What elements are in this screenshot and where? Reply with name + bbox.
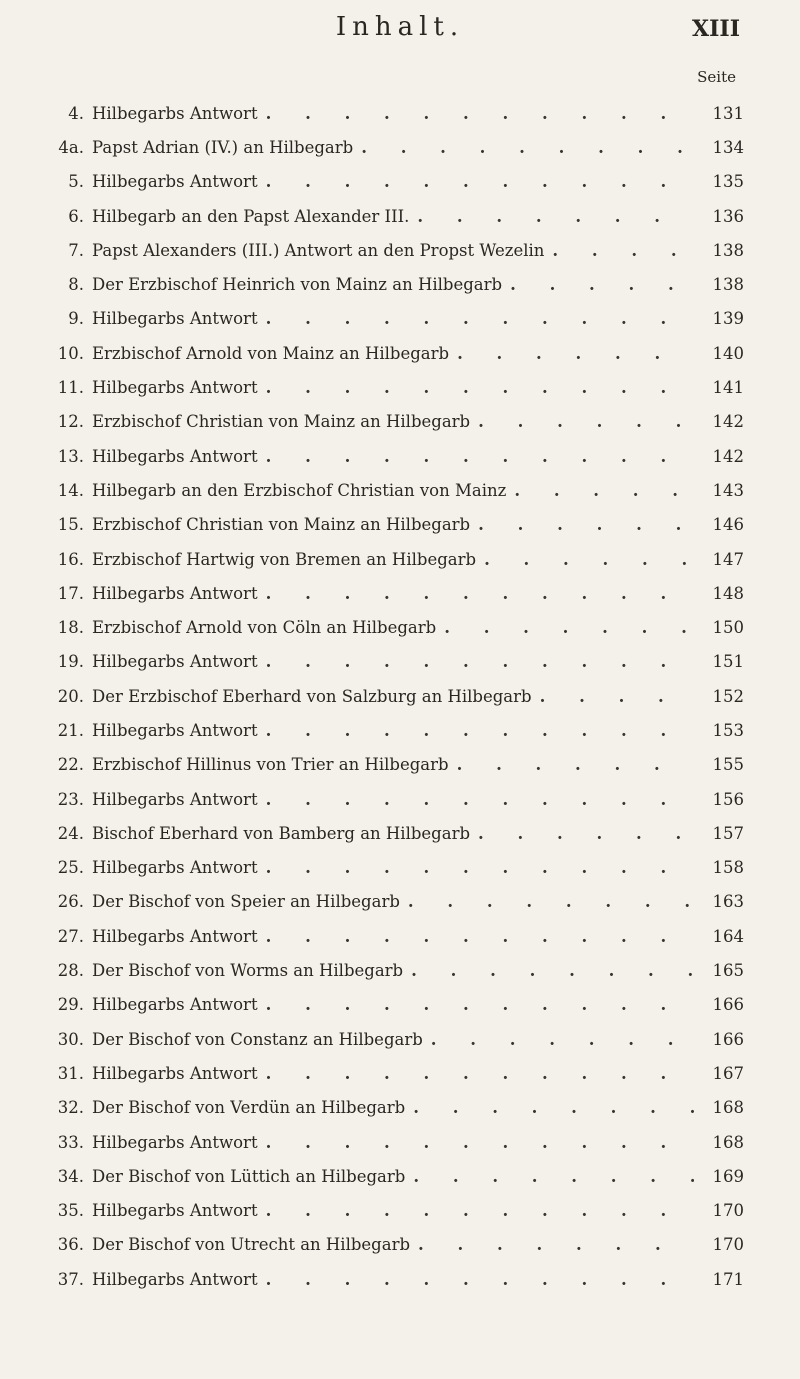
entry-title: Erzbischof Christian von Mainz an Hilbegarb <box>92 412 471 432</box>
dot-leader <box>484 550 694 569</box>
entry-page-number: 148 <box>712 583 744 603</box>
toc-entry <box>44 405 744 439</box>
dot-leader <box>266 1133 694 1152</box>
entry-page-number: 155 <box>712 755 744 775</box>
dot-leader <box>514 481 694 500</box>
entry-title: Papst Alexanders (III.) Antwort an den Propst Wezelin <box>92 240 545 260</box>
table-of-contents <box>44 96 744 1296</box>
entry-title: Hilbegarbs Antwort <box>92 172 258 192</box>
toc-entry <box>44 508 744 542</box>
dot-leader <box>431 1030 694 1049</box>
entry-number: 35. <box>57 1201 84 1221</box>
entry-page-number: 166 <box>712 995 744 1015</box>
page-folio: XIII <box>692 16 740 42</box>
dot-leader <box>266 1201 694 1220</box>
entry-page-number: 135 <box>712 172 744 192</box>
dot-leader <box>444 618 694 637</box>
entry-title: Erzbischof Hillinus von Trier an Hilbegarb <box>92 755 449 775</box>
entry-title: Hilbegarbs Antwort <box>92 789 258 809</box>
entry-page-number: 156 <box>712 789 744 809</box>
entry-title: Der Bischof von Verdün an Hilbegarb <box>92 1098 406 1118</box>
toc-entry <box>44 610 744 644</box>
entry-number: 16. <box>57 549 84 569</box>
entry-number: 21. <box>57 720 84 740</box>
dot-leader <box>266 721 694 740</box>
toc-entry <box>44 542 744 576</box>
entry-page-number: 142 <box>712 412 744 432</box>
entry-page-number: 142 <box>712 446 744 466</box>
entry-number: 15. <box>57 515 84 535</box>
dot-leader <box>478 824 694 843</box>
entry-page-number: 171 <box>712 1269 744 1289</box>
entry-title: Hilbegarbs Antwort <box>92 1063 258 1083</box>
entry-number: 5. <box>68 172 84 192</box>
entry-number: 34. <box>57 1166 84 1186</box>
toc-entry <box>44 748 744 782</box>
entry-title: Erzbischof Arnold von Mainz an Hilbegarb <box>92 343 450 363</box>
dot-leader <box>413 1098 694 1117</box>
dot-leader <box>266 652 694 671</box>
entry-number: 4. <box>68 103 84 123</box>
dot-leader <box>411 961 694 980</box>
toc-entry <box>44 96 744 130</box>
entry-title: Hilbegarb an den Erzbischof Christian von Mainz <box>92 480 507 500</box>
entry-number: 24. <box>57 823 84 843</box>
entry-page-number: 170 <box>712 1235 744 1255</box>
entry-number: 29. <box>57 995 84 1015</box>
entry-title: Hilbegarb an den Papst Alexander III. <box>92 206 410 226</box>
entry-number: 36. <box>57 1235 84 1255</box>
entry-title: Der Bischof von Worms an Hilbegarb <box>92 961 404 981</box>
entry-title: Hilbegarbs Antwort <box>92 583 258 603</box>
entry-page-number: 158 <box>712 858 744 878</box>
toc-entry <box>44 885 744 919</box>
entry-number: 14. <box>57 480 84 500</box>
toc-entry <box>44 816 744 850</box>
entry-number: 18. <box>57 618 84 638</box>
toc-entry <box>44 851 744 885</box>
toc-entry <box>44 1194 744 1228</box>
entry-page-number: 163 <box>712 892 744 912</box>
dot-leader <box>510 275 694 294</box>
entry-page-number: 140 <box>712 343 744 363</box>
toc-entry <box>44 336 744 370</box>
entry-page-number: 169 <box>712 1166 744 1186</box>
entry-number: 28. <box>57 961 84 981</box>
entry-number: 37. <box>57 1269 84 1289</box>
toc-entry <box>44 439 744 473</box>
toc-entry <box>44 1159 744 1193</box>
entry-page-number: 168 <box>712 1098 744 1118</box>
toc-entry <box>44 576 744 610</box>
entry-title: Hilbegarbs Antwort <box>92 1132 258 1152</box>
entry-page-number: 147 <box>712 549 744 569</box>
toc-entry <box>44 953 744 987</box>
entry-title: Der Bischof von Utrecht an Hilbegarb <box>92 1235 411 1255</box>
dot-leader <box>552 241 694 260</box>
entry-number: 22. <box>57 755 84 775</box>
dot-leader <box>408 892 694 911</box>
entry-page-number: 170 <box>712 1201 744 1221</box>
entry-number: 30. <box>57 1029 84 1049</box>
entry-number: 26. <box>57 892 84 912</box>
entry-title: Hilbegarbs Antwort <box>92 652 258 672</box>
entry-title: Hilbegarbs Antwort <box>92 309 258 329</box>
entry-number: 32. <box>57 1098 84 1118</box>
dot-leader <box>266 1270 694 1289</box>
entry-title: Der Bischof von Lüttich an Hilbegarb <box>92 1166 406 1186</box>
toc-entry <box>44 1022 744 1056</box>
toc-entry <box>44 988 744 1022</box>
toc-entry <box>44 1228 744 1262</box>
toc-entry <box>44 302 744 336</box>
entry-title: Hilbegarbs Antwort <box>92 378 258 398</box>
entry-title: Der Bischof von Speier an Hilbegarb <box>92 892 400 912</box>
dot-leader <box>418 1235 694 1254</box>
entry-page-number: 157 <box>712 823 744 843</box>
toc-entry <box>44 473 744 507</box>
toc-entry <box>44 1056 744 1090</box>
page-column-label: Seite <box>697 68 736 86</box>
entry-title: Hilbegarbs Antwort <box>92 1269 258 1289</box>
dot-leader <box>457 755 694 774</box>
entry-page-number: 136 <box>712 206 744 226</box>
dot-leader <box>478 515 694 534</box>
entry-title: Erzbischof Hartwig von Bremen an Hilbegarb <box>92 549 477 569</box>
running-title: Inhalt. <box>335 12 465 42</box>
toc-entry <box>44 1125 744 1159</box>
dot-leader <box>457 344 694 363</box>
entry-number: 9. <box>68 309 84 329</box>
toc-entry <box>44 267 744 301</box>
dot-leader <box>266 104 694 123</box>
entry-title: Hilbegarbs Antwort <box>92 720 258 740</box>
dot-leader <box>266 447 694 466</box>
dot-leader <box>266 790 694 809</box>
entry-title: Hilbegarbs Antwort <box>92 103 258 123</box>
dot-leader <box>266 858 694 877</box>
entry-page-number: 165 <box>712 961 744 981</box>
entry-number: 7. <box>68 240 84 260</box>
entry-title: Hilbegarbs Antwort <box>92 995 258 1015</box>
entry-page-number: 146 <box>712 515 744 535</box>
entry-page-number: 139 <box>712 309 744 329</box>
entry-title: Hilbegarbs Antwort <box>92 926 258 946</box>
entry-page-number: 134 <box>712 137 744 157</box>
dot-leader <box>266 309 694 328</box>
entry-page-number: 138 <box>712 275 744 295</box>
entry-number: 11. <box>57 378 84 398</box>
entry-number: 31. <box>57 1063 84 1083</box>
entry-title: Der Erzbischof Heinrich von Mainz an Hilbegarb <box>92 275 503 295</box>
entry-page-number: 166 <box>712 1029 744 1049</box>
entry-title: Papst Adrian (IV.) an Hilbegarb <box>92 137 354 157</box>
entry-page-number: 143 <box>712 480 744 500</box>
entry-page-number: 152 <box>712 686 744 706</box>
toc-entry <box>44 233 744 267</box>
entry-title: Hilbegarbs Antwort <box>92 446 258 466</box>
toc-entry <box>44 919 744 953</box>
entry-number: 13. <box>57 446 84 466</box>
entry-number: 20. <box>57 686 84 706</box>
entry-number: 8. <box>68 275 84 295</box>
dot-leader <box>266 584 694 603</box>
toc-entry <box>44 679 744 713</box>
dot-leader <box>266 378 694 397</box>
dot-leader <box>417 207 694 226</box>
entry-page-number: 167 <box>712 1063 744 1083</box>
dot-leader <box>266 927 694 946</box>
entry-title: Erzbischof Christian von Mainz an Hilbegarb <box>92 515 471 535</box>
toc-entry <box>44 782 744 816</box>
entry-title: Hilbegarbs Antwort <box>92 1201 258 1221</box>
dot-leader <box>266 995 694 1014</box>
entry-number: 4a. <box>58 137 84 157</box>
entry-number: 27. <box>57 926 84 946</box>
dot-leader <box>540 687 694 706</box>
toc-entry <box>44 199 744 233</box>
entry-number: 33. <box>57 1132 84 1152</box>
entry-page-number: 138 <box>712 240 744 260</box>
dot-leader <box>413 1167 694 1186</box>
dot-leader <box>266 1064 694 1083</box>
entry-page-number: 151 <box>712 652 744 672</box>
entry-title: Der Bischof von Constanz an Hilbegarb <box>92 1029 423 1049</box>
entry-page-number: 168 <box>712 1132 744 1152</box>
toc-entry <box>44 130 744 164</box>
entry-page-number: 131 <box>712 103 744 123</box>
toc-entry <box>44 1091 744 1125</box>
dot-leader <box>478 412 694 431</box>
dot-leader <box>266 172 694 191</box>
toc-entry <box>44 370 744 404</box>
entry-page-number: 153 <box>712 720 744 740</box>
entry-number: 17. <box>57 583 84 603</box>
entry-number: 12. <box>57 412 84 432</box>
toc-entry <box>44 165 744 199</box>
entry-title: Hilbegarbs Antwort <box>92 858 258 878</box>
entry-page-number: 141 <box>712 378 744 398</box>
toc-entry <box>44 645 744 679</box>
toc-entry <box>44 1262 744 1296</box>
entry-title: Der Erzbischof Eberhard von Salzburg an Hilbegarb <box>92 686 532 706</box>
entry-number: 25. <box>57 858 84 878</box>
entry-title: Erzbischof Arnold von Cöln an Hilbegarb <box>92 618 437 638</box>
entry-number: 23. <box>57 789 84 809</box>
entry-page-number: 150 <box>712 618 744 638</box>
dot-leader <box>361 138 694 157</box>
toc-entry <box>44 713 744 747</box>
entry-number: 6. <box>68 206 84 226</box>
entry-page-number: 164 <box>712 926 744 946</box>
entry-number: 19. <box>57 652 84 672</box>
entry-number: 10. <box>57 343 84 363</box>
entry-title: Bischof Eberhard von Bamberg an Hilbegarb <box>92 823 471 843</box>
